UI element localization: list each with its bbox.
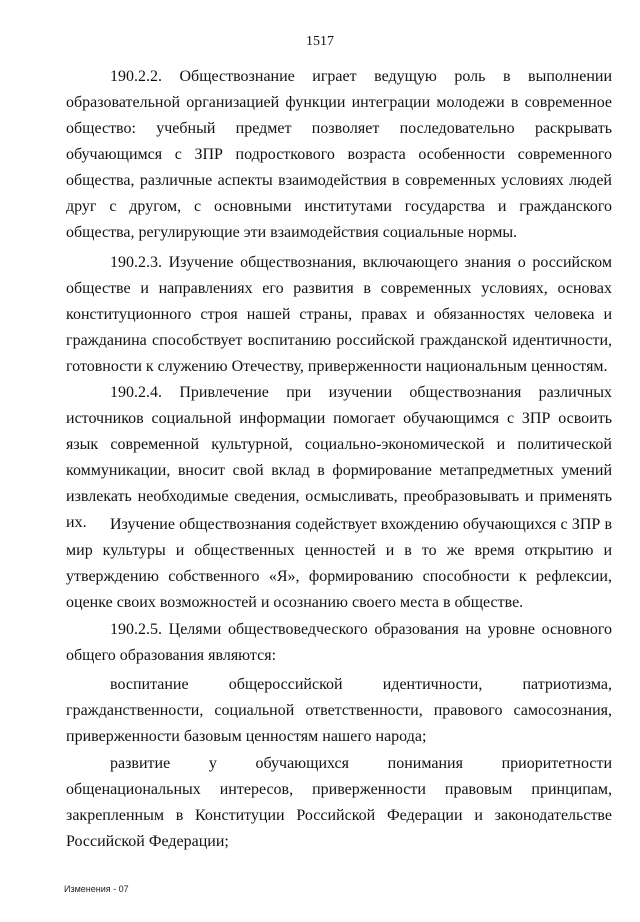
page-number: 1517 [306, 34, 334, 49]
paragraph-190-2-3: 190.2.3. Изучение обществознания, включающего знания о российском обществе и направлениях его развития в современных условиях, основах конституционного строя нашей страны, правах и обязанностях человека и гражданина способствует воспитанию российской гражданской идентичности, готовности к служению Отечеству, приверженности национальным ценностям. [66, 254, 612, 375]
paragraph-190-2-4: 190.2.4. Привлечение при изучении обществознания различных источников социальной информации помогает обучающимся с ЗПР освоить язык современной культурной, социально-экономической и политической коммуникации, вносит свой вклад в формирование метапредметных умений извлекать необходимые сведения, осмысливать, преобразовывать и применять их. [66, 384, 612, 531]
paragraph-goal-interests: развитие у обучающихся понимания приоритетности общенациональных интересов, приверженности правовым принципам, закрепленным в Конституции Российской Федерации и законодательстве Российской Федерации; [66, 755, 612, 850]
paragraph-190-2-2: 190.2.2. Обществознание играет ведущую роль в выполнении образовательной организацией функции интеграции молодежи в современное общество: учебный предмет позволяет последовательно раскрывать обучающимся с ЗПР подросткового возраста особенности современного общества, различные аспекты взаимодействия в современных условиях людей друг с другом, с основными институтами государства и гражданского общества, регулирующие эти взаимодействия социальные нормы. [66, 68, 612, 241]
footer-note: Изменения - 07 [64, 884, 129, 894]
paragraph-190-2-5: 190.2.5. Целями обществоведческого образования на уровне основного общего образования являются: [66, 621, 612, 664]
paragraph-self-identity: Изучение обществознания содействует вхождению обучающихся с ЗПР в мир культуры и общественных ценностей и в то же время открытию и утверждению собственного «Я», формированию способности к рефлексии, оценке своих возможностей и осознанию своего места в обществе. [66, 516, 612, 611]
paragraph-goal-identity: воспитание общероссийской идентичности, патриотизма, гражданственности, социальной ответственности, правового самосознания, приверженности базовым ценностям нашего народа; [66, 676, 612, 745]
